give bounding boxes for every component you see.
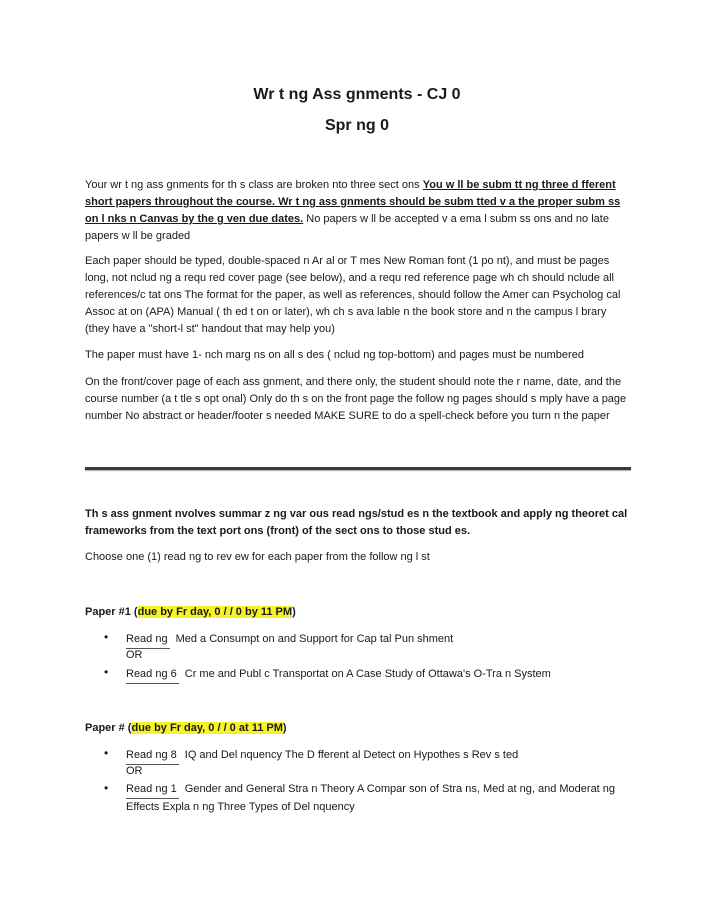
- paper-2-close: ): [282, 722, 287, 734]
- bullet-icon: •: [104, 630, 109, 644]
- intro-paragraph: [85, 177, 631, 245]
- paper-2-heading: [85, 720, 631, 737]
- reading-title: IQ and Del nquency The D fferent al Detect on Hypothes s Rev s ted: [184, 749, 519, 761]
- bullet-icon: •: [104, 665, 109, 679]
- or-separator: OR: [126, 765, 143, 777]
- margins-paragraph: The paper must have 1- nch marg ns on all s des ( nclud ng top-bottom) and pages must be numbered: [85, 349, 584, 361]
- paper-2-due-date: due by Fr day, 0 / / 0 at 11 PM: [131, 722, 283, 734]
- reading-title: Cr me and Publ c Transportat on A Case Study of Ottawa's O-Tra n System: [184, 668, 551, 680]
- assignment-description: Th s ass gnment nvolves summar z ng var ous read ngs/stud es n the textbook and apply ng theoret cal frameworks from the text port ons (front) of the sect ons to those stud es.: [85, 508, 628, 537]
- format-paragraph: Each paper should be typed, double-spaced n Ar al or T mes New Roman font (1 po nt), and must be pages long, not nclud ng a requ red cover page (see below), and a requ red reference page wh ch should nclude all references/c tat ons The format for the paper, as well as references, should follow the Amer can Psycholog cal Assoc at on (APA) Manual ( th ed t on or later), wh ch s ava lable n the book store and n the campus l brary (they have a "short-l st" handout that may help you): [85, 255, 621, 335]
- intro-tail: No papers w ll be accepted v a ema l subm ss ons and no late papers w ll be graded: [85, 213, 609, 242]
- list-item: [126, 666, 631, 684]
- intro-text: Your wr t ng ass gnments for th s class are broken nto three sect ons: [85, 179, 423, 191]
- paper-1-due-date: due by Fr day, 0 / / 0 by 11 PM: [137, 606, 293, 618]
- reading-link[interactable]: Read ng 1: [126, 781, 179, 799]
- list-item: [126, 781, 631, 816]
- cover-page-paragraph: On the front/cover page of each ass gnment, and there only, the student should note the r name, date, and the course number (a t tle s opt onal) Only do th s on the front page the follow ng pages should s mply have a page number No abstract or header/footer s needed MAKE SURE to do a spell-check before you turn n the paper: [85, 376, 627, 422]
- list-item: [126, 747, 631, 765]
- choose-instruction: Choose one (1) read ng to rev ew for each paper from the follow ng l st: [85, 551, 430, 563]
- or-separator: OR: [126, 649, 143, 661]
- submission-instructions: You w ll be subm tt ng three d fferent short papers throughout the course. Wr t ng ass gnments should be subm tted v a the proper subm ss on l nks n Canvas by the g ven due dates.: [85, 179, 621, 225]
- reading-link[interactable]: Read ng: [126, 631, 170, 649]
- reading-title: Med a Consumpt on and Support for Cap tal Pun shment: [175, 633, 454, 645]
- section-divider: [85, 467, 631, 470]
- paper-2-label: Paper # (: [85, 722, 132, 734]
- reading-link[interactable]: Read ng 6: [126, 666, 179, 684]
- reading-title: Gender and General Stra n Theory A Compar son of Stra ns, Med at ng, and Moderat ng Effects Expla n ng Three Types of Del nquency: [126, 783, 616, 813]
- page-subtitle: Spr ng 0: [324, 117, 389, 134]
- paper-1-close: ): [292, 606, 296, 618]
- bullet-icon: •: [104, 781, 109, 795]
- paper-1-heading: [85, 604, 631, 621]
- list-item: [126, 631, 631, 649]
- paper-1-label: Paper #1 (: [85, 606, 138, 618]
- page-title: Wr t ng Ass gnments - CJ 0: [253, 86, 461, 103]
- bullet-icon: •: [104, 746, 109, 760]
- reading-link[interactable]: Read ng 8: [126, 747, 179, 765]
